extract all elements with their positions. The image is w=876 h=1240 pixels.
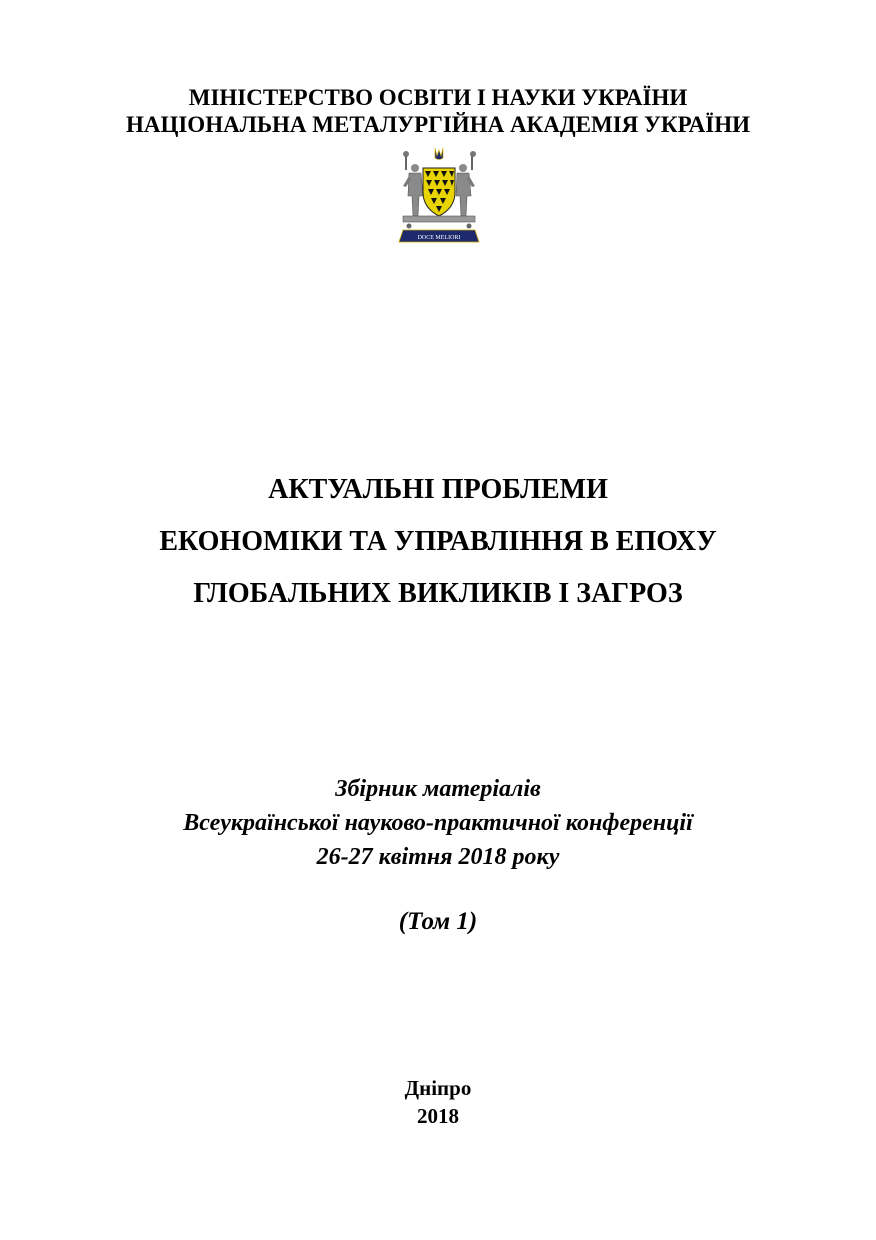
- conference-title: [0, 464, 876, 620]
- volume-label: (Том 1): [398, 908, 478, 935]
- publication-footer: [0, 1074, 876, 1130]
- publication-year: 2018: [417, 1104, 459, 1128]
- title-line-1: АКТУАЛЬНІ ПРОБЛЕМИ: [268, 474, 608, 505]
- motto-ribbon: [399, 230, 479, 242]
- left-worker-figure: [403, 151, 423, 216]
- organization-header: [0, 84, 876, 138]
- city-name: Дніпро: [404, 1076, 472, 1100]
- academy-coat-of-arms-icon: [397, 146, 481, 244]
- base-rail: [403, 216, 475, 229]
- right-worker-figure: [456, 151, 476, 216]
- subtitle-line-3: 26-27 квітня 2018 року: [316, 844, 560, 870]
- trident-icon: [435, 148, 443, 160]
- ministry-name: МІНІСТЕРСТВО ОСВІТИ І НАУКИ УКРАЇНИ: [188, 85, 688, 110]
- title-line-2: ЕКОНОМІКИ ТА УПРАВЛІННЯ В ЕПОХУ: [159, 526, 717, 557]
- motto-text: DOCE MELIORI: [417, 235, 461, 241]
- subtitle-line-2: Всеукраїнської науково-практичної конференції: [183, 810, 693, 836]
- academy-name: НАЦІОНАЛЬНА МЕТАЛУРГІЙНА АКАДЕМІЯ УКРАЇНИ: [125, 112, 751, 137]
- collection-subtitle: [0, 772, 876, 874]
- title-line-3: ГЛОБАЛЬНИХ ВИКЛИКІВ І ЗАГРОЗ: [193, 578, 683, 609]
- subtitle-line-1: Збірник матеріалів: [335, 776, 541, 802]
- shield: [423, 168, 455, 216]
